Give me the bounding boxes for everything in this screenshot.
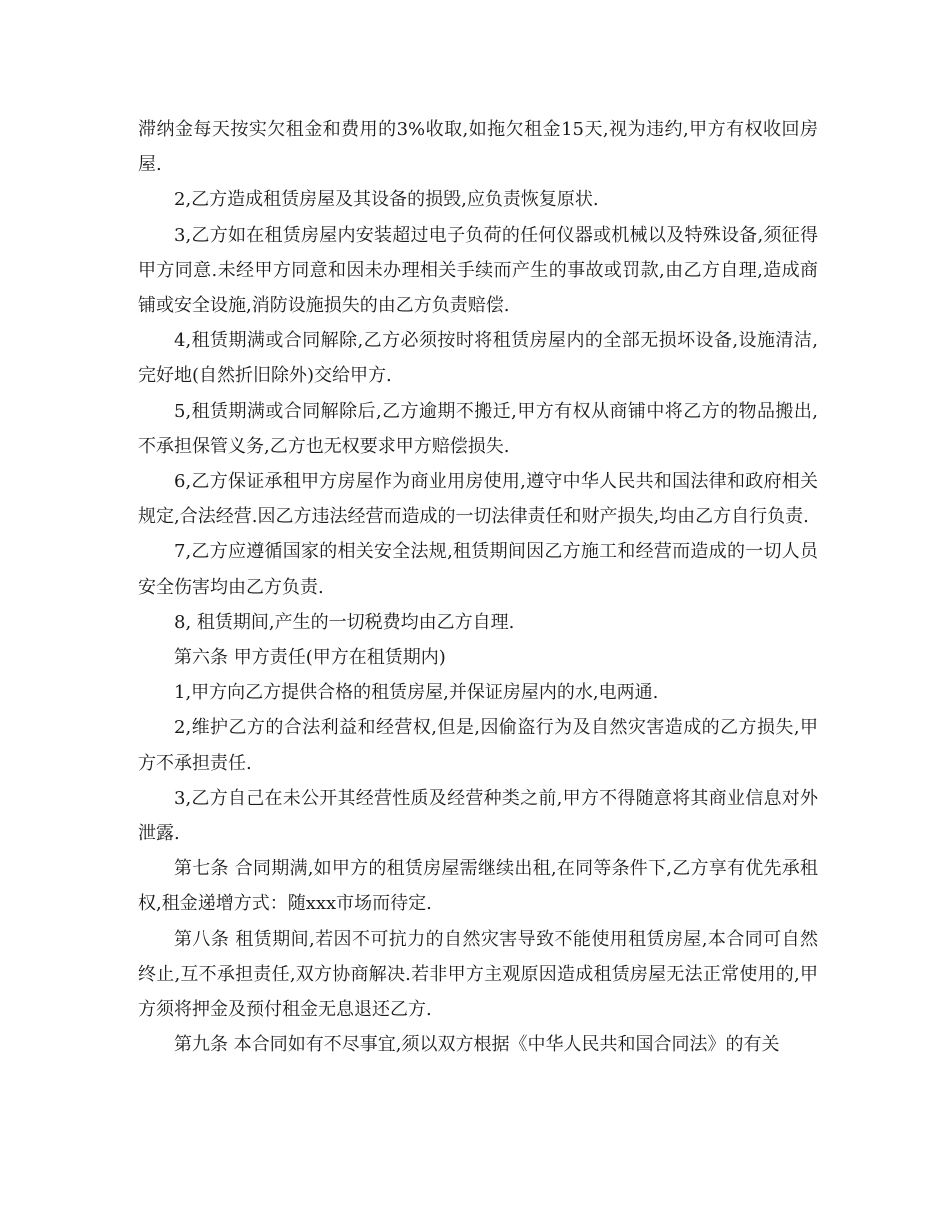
paragraph: 7,乙方应遵循国家的相关安全法规,租赁期间因乙方施工和经营而造成的一切人员安全伤害均由乙方负责. — [138, 541, 818, 598]
paragraph: 2,乙方造成租赁房屋及其设备的损毁,应负责恢复原状. — [174, 189, 599, 211]
paragraph: 5,租赁期满或合同解除后,乙方逾期不搬迁,甲方有权从商铺中将乙方的物品搬出,不承担保管义务,乙方也无权要求甲方赔偿损失. — [138, 400, 818, 457]
paragraph: 4,租赁期满或合同解除,乙方必须按时将租赁房屋内的全部无损坏设备,设施清洁,完好地(自然折旧除外)交给甲方. — [138, 330, 818, 387]
paragraph: 第六条 甲方责任(甲方在租赁期内) — [174, 647, 446, 669]
paragraph: 第八条 租赁期间,若因不可抗力的自然灾害导致不能使用租赁房屋,本合同可自然终止,互不承担责任,双方协商解决.若非甲方主观原因造成租赁房屋无法正常使用的,甲方须将押金及预付租金无息退还乙方. — [138, 928, 818, 1021]
paragraph: 2,维护乙方的合法利益和经营权,但是,因偷盗行为及自然灾害造成的乙方损失,甲方不承担责任. — [138, 717, 818, 774]
paragraph: 3,乙方如在租赁房屋内安装超过电子负荷的任何仪器或机械以及特殊设备,须征得甲方同意.未经甲方同意和因未办理相关手续而产生的事故或罚款,由乙方自理,造成商铺或安全设施,消防设施损失的由乙方负责赔偿. — [138, 224, 818, 317]
paragraph: 3,乙方自己在未公开其经营性质及经营种类之前,甲方不得随意将其商业信息对外泄露. — [138, 787, 818, 845]
paragraph: 滞纳金每天按实欠租金和费用的3%收取,如拖欠租金15天,视为违约,甲方有权收回房屋. — [138, 119, 818, 176]
paragraph: 6,乙方保证承租甲方房屋作为商业用房使用,遵守中华人民共和国法律和政府相关规定,合法经营.因乙方违法经营而造成的一切法律责任和财产损失,均由乙方自行负责. — [138, 471, 818, 528]
paragraph: 1,甲方向乙方提供合格的租赁房屋,并保证房屋内的水,电两通. — [174, 682, 659, 704]
paragraph: 8, 租赁期间,产生的一切税费均由乙方自理. — [174, 611, 515, 633]
document-body — [138, 112, 818, 1062]
paragraph: 第七条 合同期满,如甲方的租赁房屋需继续出租,在同等条件下,乙方享有优先承租权,租金递增方式：随xxx市场而待定. — [138, 858, 818, 915]
paragraph: 第九条 本合同如有不尽事宜,须以双方根据《中华人民共和国合同法》的有关 — [174, 1034, 780, 1056]
